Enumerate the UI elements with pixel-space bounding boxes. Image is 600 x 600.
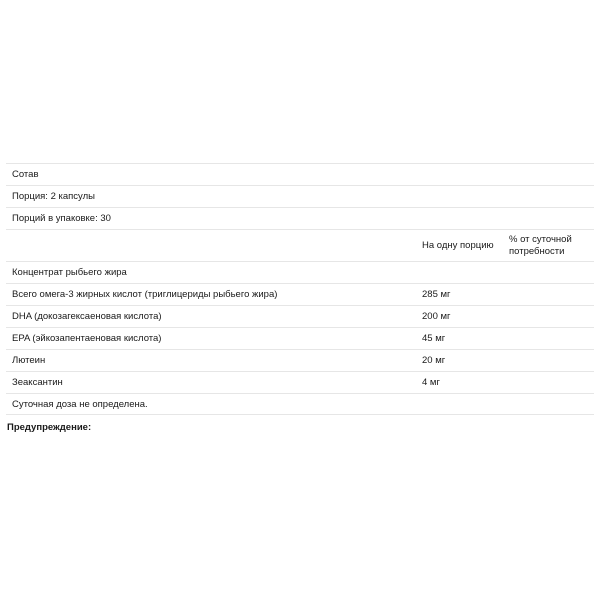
nutrient-amount: 20 мг <box>422 355 446 366</box>
nutrient-amount: 4 мг <box>422 377 440 388</box>
nutrient-name: Всего омега-3 жирных кислот (триглицериды рыбьего жира) <box>12 289 278 300</box>
table-row <box>6 327 594 349</box>
section-title: Концентрат рыбьего жира <box>12 267 127 278</box>
serving-size-row <box>6 185 594 207</box>
table-row <box>6 371 594 393</box>
servings-per-pack: Порций в упаковке: 30 <box>12 213 111 224</box>
table-title-row <box>6 163 594 185</box>
warning-heading: Предупреждение: <box>7 422 92 433</box>
table-row <box>6 283 594 305</box>
footnote: Суточная доза не определена. <box>12 399 148 410</box>
footnote-row <box>6 393 594 415</box>
nutrient-name: DHA (докозагексаеновая кислота) <box>12 311 162 322</box>
table-title: Сотав <box>12 169 39 180</box>
table-row <box>6 305 594 327</box>
nutrient-amount: 200 мг <box>422 311 451 322</box>
table-row <box>6 349 594 371</box>
supplement-facts-table <box>6 163 594 415</box>
column-header-row <box>6 229 594 261</box>
section-row <box>6 261 594 283</box>
servings-per-pack-row <box>6 207 594 229</box>
nutrient-amount: 45 мг <box>422 333 446 344</box>
column-header-daily-value: % от суточной потребности <box>509 234 572 257</box>
nutrient-name: Лютеин <box>12 355 46 366</box>
nutrient-name: Зеаксантин <box>12 377 63 388</box>
column-header-per-serving: На одну порцию <box>422 240 494 251</box>
nutrient-name: EPA (эйкозапентаеновая кислота) <box>12 333 162 344</box>
nutrient-amount: 285 мг <box>422 289 451 300</box>
serving-size: Порция: 2 капсулы <box>12 191 95 202</box>
